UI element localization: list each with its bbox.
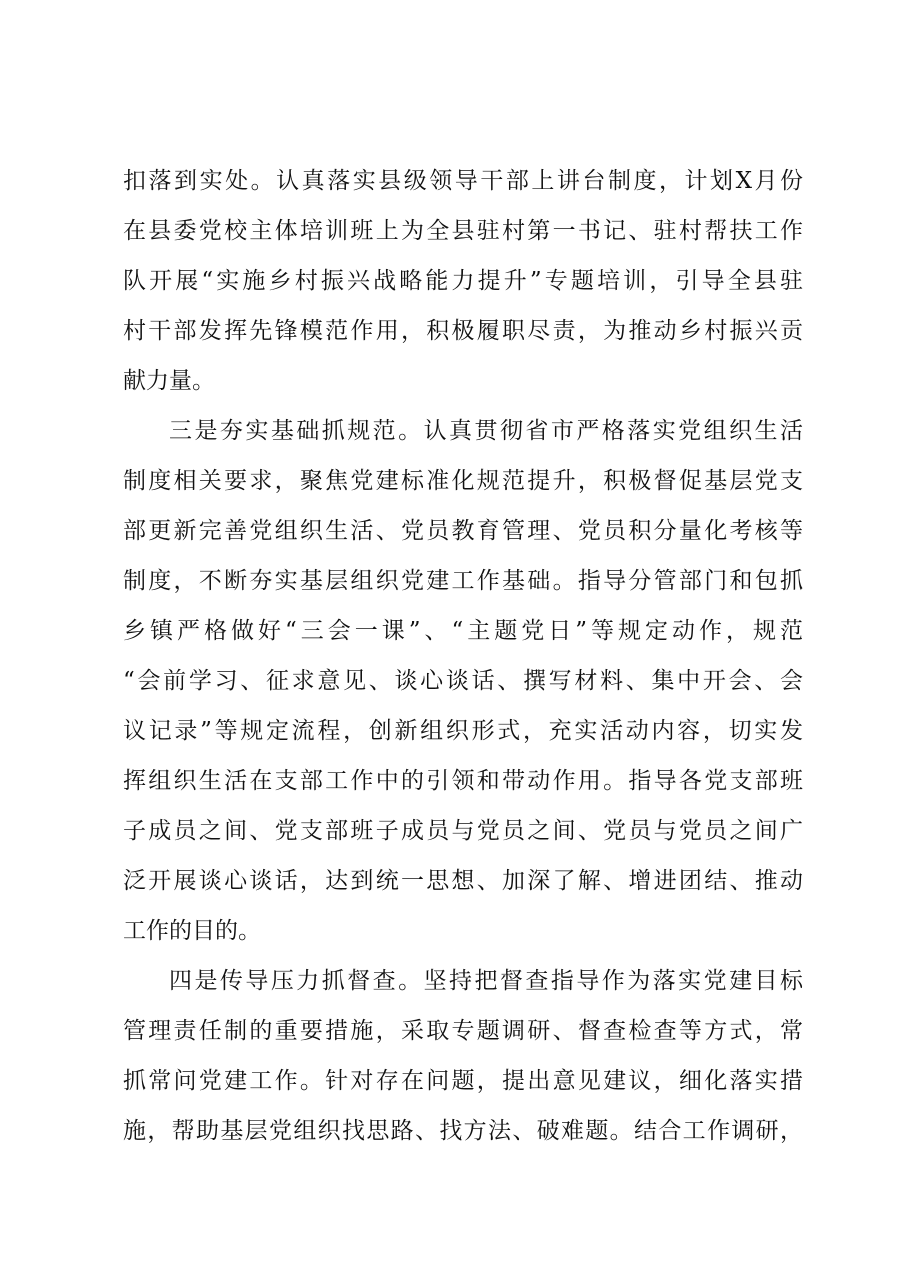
text-line: 在县委党校主体培训班上为全县驻村第一书记、驻村帮扶工作: [123, 218, 803, 244]
text-line: 泛开展谈心谈话，达到统一思想、加深了解、增进团结、推动: [123, 868, 803, 894]
text-line: 扣落到实处。认真落实县级领导干部上讲台制度，计划X月份: [123, 168, 803, 194]
paragraph-3: [123, 956, 803, 1156]
text-line: 管理责任制的重要措施，采取专题调研、督查检查等方式，常: [123, 1018, 803, 1044]
text-line: 献力量。: [123, 368, 215, 394]
text-line: 乡镇严格做好“三会一课”、“主题党日”等规定动作，规范: [123, 618, 803, 644]
text-line: 四是传导压力抓督查。坚持把督查指导作为落实党建目标: [169, 968, 803, 994]
text-line: 制度相关要求，聚焦党建标准化规范提升，积极督促基层党支: [123, 468, 803, 494]
paragraph-2: [123, 406, 803, 956]
paragraph-1: [123, 156, 803, 406]
text-line: 议记录”等规定流程，创新组织形式，充实活动内容，切实发: [123, 718, 803, 744]
text-line: 子成员之间、党支部班子成员与党员之间、党员与党员之间广: [123, 818, 803, 844]
text-line: “会前学习、征求意见、谈心谈话、撰写材料、集中开会、会: [123, 668, 803, 694]
text-line: 部更新完善党组织生活、党员教育管理、党员积分量化考核等: [123, 518, 803, 544]
text-line: 施，帮助基层党组织找思路、找方法、破难题。结合工作调研，: [123, 1118, 803, 1144]
text-line: 工作的目的。: [123, 918, 261, 944]
text-line: 队开展“实施乡村振兴战略能力提升”专题培训，引导全县驻: [123, 268, 803, 294]
text-line: 制度，不断夯实基层组织党建工作基础。指导分管部门和包抓: [123, 568, 803, 594]
text-line: 三是夯实基础抓规范。认真贯彻省市严格落实党组织生活: [169, 418, 803, 444]
text-line: 村干部发挥先锋模范作用，积极履职尽责，为推动乡村振兴贡: [123, 318, 803, 344]
text-line: 抓常问党建工作。针对存在问题，提出意见建议，细化落实措: [123, 1068, 803, 1094]
document-body: [123, 156, 803, 1156]
text-line: 挥组织生活在支部工作中的引领和带动作用。指导各党支部班: [123, 768, 803, 794]
